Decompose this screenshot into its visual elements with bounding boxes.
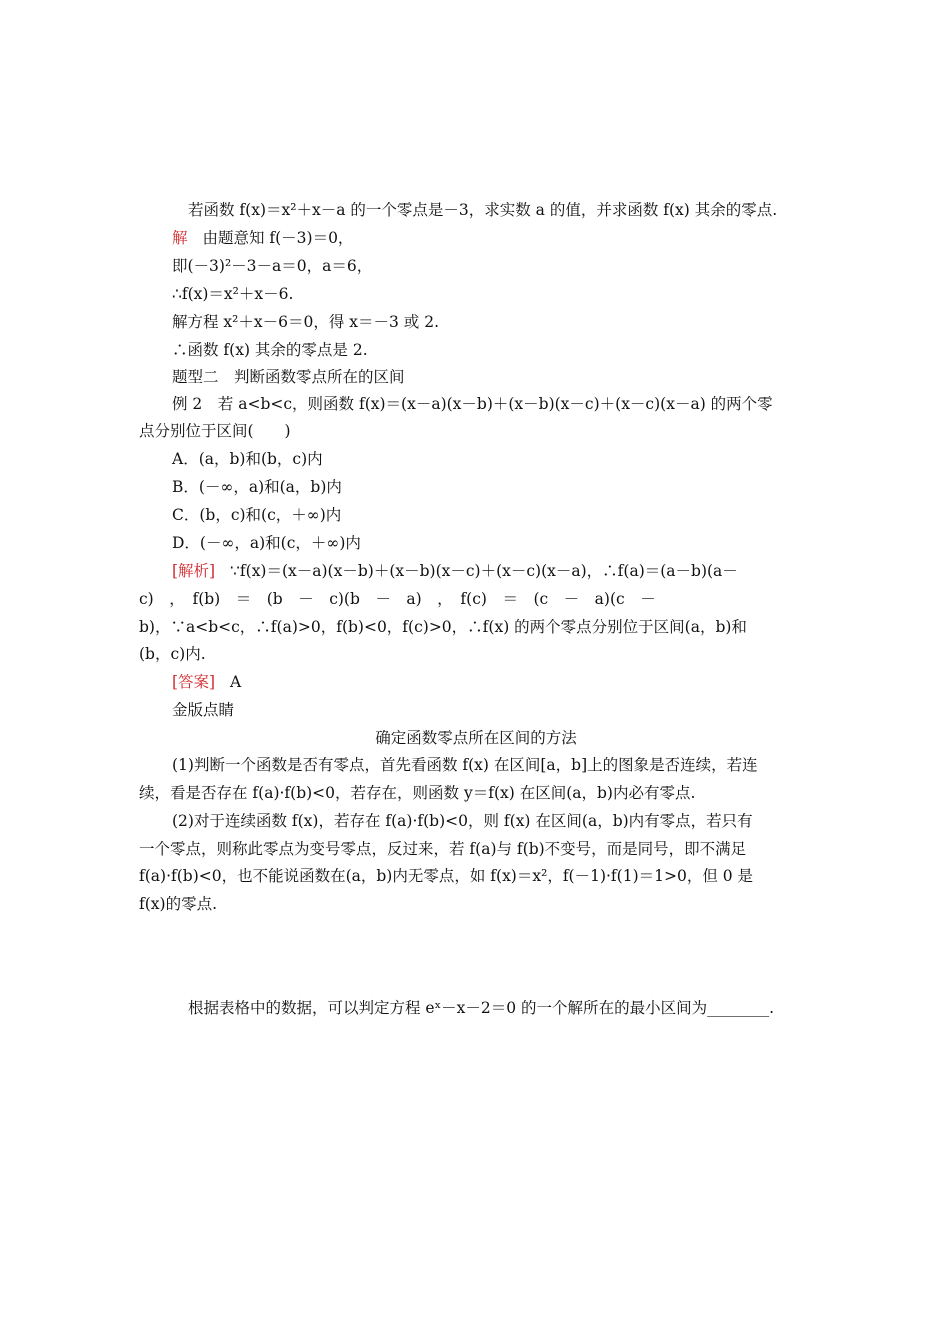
analysis-line-4: (b，c)内. <box>139 645 206 663</box>
tips-title: 确定函数零点所在区间的方法 <box>375 729 577 747</box>
solution-step-5: ∴函数 f(x) 其余的零点是 2. <box>172 341 368 359</box>
analysis-line-1 <box>172 561 812 581</box>
exercise-text: 根据表格中的数据，可以判定方程 eˣ－x－2＝0 的一个解所在的最小区间为________. <box>188 999 774 1017</box>
example2-line-1: 例 2 若 a<b<c，则函数 f(x)＝(x－a)(x－b)＋(x－b)(x－c)＋(x－c)(x－a) 的两个零 <box>172 395 773 413</box>
solution-step-2: 即(－3)²－3－a＝0，a＝6， <box>172 257 373 275</box>
tips-heading: 金版点睛 <box>172 701 235 719</box>
tips-p2-line-1: (2)对于连续函数 f(x)，若存在 f(a)·f(b)<0，则 f(x) 在区间(a，b)内有零点，若只有 <box>172 812 753 830</box>
solution-step-4: 解方程 x²＋x－6＝0，得 x＝－3 或 2. <box>172 313 440 331</box>
option-c: C．(b，c)和(c，＋∞)内 <box>172 506 342 524</box>
solution-label: 解 <box>172 229 188 247</box>
tips-p2-line-4: f(x)的零点. <box>139 895 217 913</box>
tips-p1-line-2: 续，看是否存在 f(a)·f(b)<0，若存在，则函数 y＝f(x) 在区间(a，b)内必有零点. <box>139 784 696 802</box>
analysis-text-1: ∵f(x)＝(x－a)(x－b)＋(x－b)(x－c)＋(x－c)(x－a)，∴f(a)＝(a－b)(a－ <box>230 562 738 580</box>
solution-step-3: ∴f(x)＝x²＋x－6. <box>172 285 294 303</box>
analysis-label: [解析] <box>172 562 216 580</box>
tips-p1-line-1: (1)判断一个函数是否有零点，首先看函数 f(x) 在区间[a，b]上的图象是否连续，若连 <box>172 756 758 774</box>
option-d: D．(－∞，a)和(c，＋∞)内 <box>172 534 361 552</box>
tips-p2-line-2: 一个零点，则称此零点为变号零点，反过来，若 f(a)与 f(b)不变号，而是同号，即不满足 <box>139 840 747 858</box>
answer-value: A <box>230 673 242 691</box>
solution-line-1 <box>172 228 353 248</box>
analysis-line-3: b)，∵a<b<c，∴f(a)>0，f(b)<0，f(c)>0，∴f(x) 的两个零点分别位于区间(a，b)和 <box>139 618 747 636</box>
analysis-line-2: c) ， f(b) ＝ (b － c)(b － a) ， f(c) ＝ (c － a)(c － <box>139 590 656 608</box>
tips-p2-line-3: f(a)·f(b)<0，也不能说函数在(a，b)内无零点，如 f(x)＝x²，f(－1)·f(1)＝1>0，但 0 是 <box>139 867 754 885</box>
answer-line <box>172 672 241 692</box>
answer-label: [答案] <box>172 673 216 691</box>
option-b: B．(－∞，a)和(a，b)内 <box>172 478 342 496</box>
solution-step-1: 由题意知 f(－3)＝0， <box>202 229 354 247</box>
option-a: A．(a，b)和(b，c)内 <box>172 450 323 468</box>
problem1-question: 若函数 f(x)＝x²＋x－a 的一个零点是－3，求实数 a 的值，并求函数 f(x) 其余的零点. <box>188 201 778 219</box>
section-title: 题型二 判断函数零点所在的区间 <box>172 368 405 386</box>
example2-line-2: 点分别位于区间( ) <box>139 422 291 440</box>
